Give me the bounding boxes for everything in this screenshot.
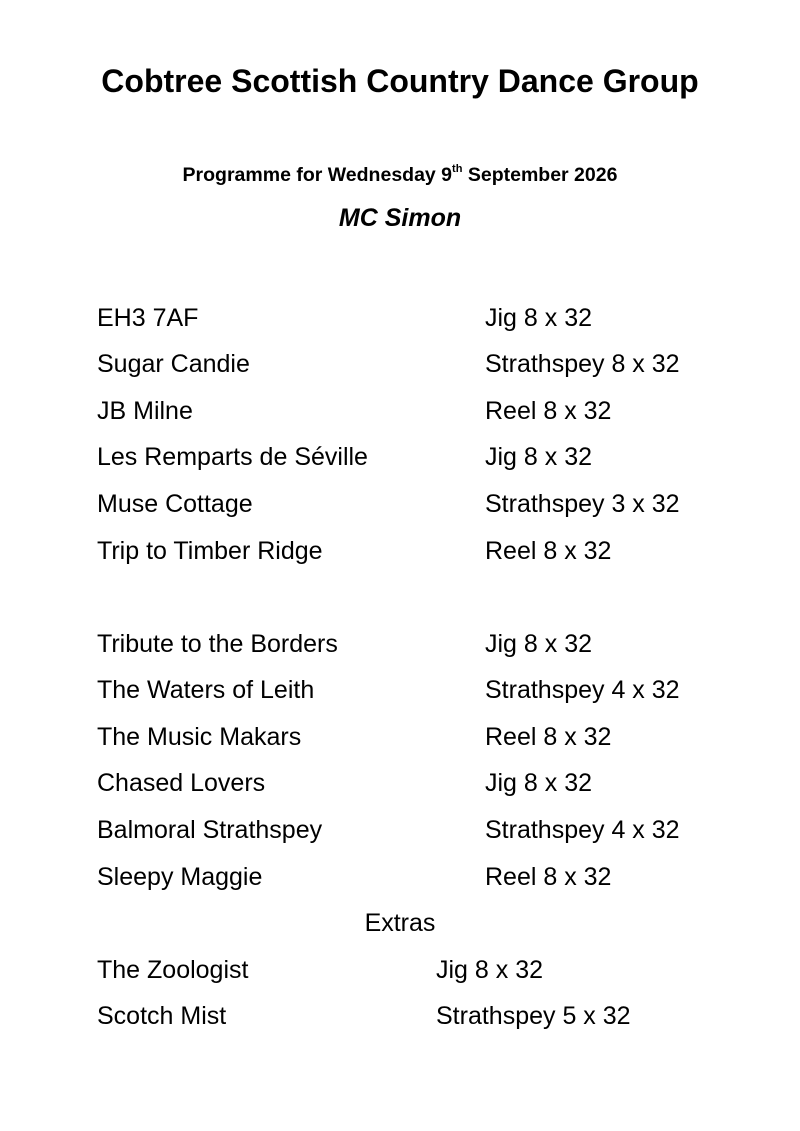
dance-name: Balmoral Strathspey	[97, 816, 323, 844]
dance-name: Tribute to the Borders	[97, 630, 338, 658]
dance-name: Les Remparts de Séville	[97, 443, 368, 471]
programme-date	[0, 164, 800, 187]
dance-name: Chased Lovers	[97, 769, 266, 797]
extras-heading: Extras	[364, 909, 436, 937]
dance-type: Jig 8 x 32	[436, 956, 544, 984]
dance-type: Jig 8 x 32	[485, 304, 593, 332]
dance-type: Reel 8 x 32	[485, 537, 612, 565]
dance-type: Strathspey 4 x 32	[485, 676, 680, 704]
dance-name: JB Milne	[97, 397, 193, 425]
dance-type: Jig 8 x 32	[485, 443, 593, 471]
mc-name: MC Simon	[338, 204, 462, 232]
dance-name: The Waters of Leith	[97, 676, 315, 704]
dance-type: Reel 8 x 32	[485, 397, 612, 425]
dance-type: Strathspey 5 x 32	[436, 1002, 631, 1030]
dance-name: EH3 7AF	[97, 304, 199, 332]
dance-type: Strathspey 8 x 32	[485, 350, 680, 378]
dance-type: Jig 8 x 32	[485, 769, 593, 797]
dance-type: Reel 8 x 32	[485, 723, 612, 751]
programme-date-rest: September 2026	[462, 164, 618, 186]
dance-name: Sugar Candie	[97, 350, 250, 378]
page-title: Cobtree Scottish Country Dance Group	[101, 63, 699, 99]
dance-type: Strathspey 4 x 32	[485, 816, 680, 844]
dance-name: Trip to Timber Ridge	[97, 537, 323, 565]
dance-name: Sleepy Maggie	[97, 863, 263, 891]
dance-name: Scotch Mist	[97, 1002, 227, 1030]
date-ordinal-suffix: th	[452, 163, 463, 175]
dance-name: The Music Makars	[97, 723, 302, 751]
dance-name: The Zoologist	[97, 956, 249, 984]
programme-date-prefix: Programme for Wednesday 9	[182, 164, 453, 186]
dance-type: Reel 8 x 32	[485, 863, 612, 891]
dance-type: Jig 8 x 32	[485, 630, 593, 658]
dance-name: Muse Cottage	[97, 490, 253, 518]
dance-type: Strathspey 3 x 32	[485, 490, 680, 518]
